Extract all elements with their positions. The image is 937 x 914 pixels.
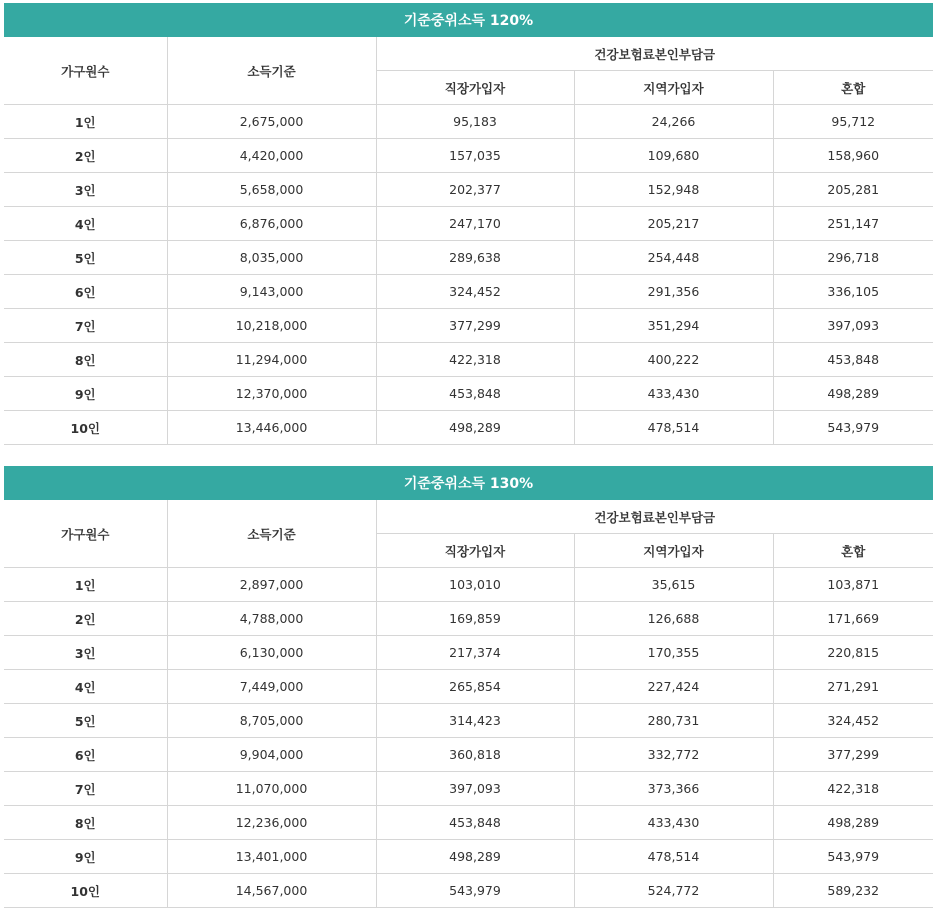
cell-mixed-premium: 171,669 bbox=[773, 602, 933, 636]
cell-regional-premium: 478,514 bbox=[574, 411, 773, 445]
col-header-regional: 지역가입자 bbox=[574, 71, 773, 105]
cell-regional-premium: 332,772 bbox=[574, 738, 773, 772]
table-row bbox=[4, 636, 933, 670]
cell-mixed-premium: 271,291 bbox=[773, 670, 933, 704]
premium-table bbox=[4, 500, 933, 908]
cell-income: 9,143,000 bbox=[167, 275, 376, 309]
cell-income: 13,401,000 bbox=[167, 840, 376, 874]
table-row bbox=[4, 275, 933, 309]
cell-regional-premium: 373,366 bbox=[574, 772, 773, 806]
cell-regional-premium: 126,688 bbox=[574, 602, 773, 636]
cell-income: 4,420,000 bbox=[167, 139, 376, 173]
cell-household-size: 7인 bbox=[4, 309, 167, 343]
col-header-employee: 직장가입자 bbox=[376, 71, 574, 105]
table-row bbox=[4, 309, 933, 343]
col-header-mixed: 혼합 bbox=[773, 534, 933, 568]
cell-employee-premium: 289,638 bbox=[376, 241, 574, 275]
cell-regional-premium: 400,222 bbox=[574, 343, 773, 377]
cell-income: 8,705,000 bbox=[167, 704, 376, 738]
cell-employee-premium: 314,423 bbox=[376, 704, 574, 738]
cell-household-size: 4인 bbox=[4, 207, 167, 241]
col-header-household: 가구원수 bbox=[4, 37, 167, 105]
cell-household-size: 2인 bbox=[4, 139, 167, 173]
cell-income: 11,070,000 bbox=[167, 772, 376, 806]
cell-mixed-premium: 422,318 bbox=[773, 772, 933, 806]
cell-household-size: 10인 bbox=[4, 874, 167, 908]
cell-mixed-premium: 377,299 bbox=[773, 738, 933, 772]
cell-employee-premium: 360,818 bbox=[376, 738, 574, 772]
cell-regional-premium: 524,772 bbox=[574, 874, 773, 908]
cell-employee-premium: 453,848 bbox=[376, 377, 574, 411]
cell-household-size: 9인 bbox=[4, 840, 167, 874]
table-row bbox=[4, 738, 933, 772]
table-row bbox=[4, 874, 933, 908]
col-header-mixed: 혼합 bbox=[773, 71, 933, 105]
cell-regional-premium: 109,680 bbox=[574, 139, 773, 173]
table-body bbox=[4, 568, 933, 908]
cell-employee-premium: 377,299 bbox=[376, 309, 574, 343]
cell-income: 12,236,000 bbox=[167, 806, 376, 840]
table-row bbox=[4, 377, 933, 411]
cell-regional-premium: 254,448 bbox=[574, 241, 773, 275]
cell-employee-premium: 157,035 bbox=[376, 139, 574, 173]
cell-employee-premium: 202,377 bbox=[376, 173, 574, 207]
cell-income: 12,370,000 bbox=[167, 377, 376, 411]
cell-income: 2,675,000 bbox=[167, 105, 376, 139]
table-row bbox=[4, 806, 933, 840]
col-header-income: 소득기준 bbox=[167, 37, 376, 105]
table-body bbox=[4, 105, 933, 445]
table-row bbox=[4, 411, 933, 445]
cell-mixed-premium: 453,848 bbox=[773, 343, 933, 377]
cell-regional-premium: 24,266 bbox=[574, 105, 773, 139]
cell-regional-premium: 35,615 bbox=[574, 568, 773, 602]
cell-regional-premium: 170,355 bbox=[574, 636, 773, 670]
cell-regional-premium: 291,356 bbox=[574, 275, 773, 309]
cell-income: 4,788,000 bbox=[167, 602, 376, 636]
cell-employee-premium: 324,452 bbox=[376, 275, 574, 309]
cell-mixed-premium: 251,147 bbox=[773, 207, 933, 241]
cell-income: 11,294,000 bbox=[167, 343, 376, 377]
cell-employee-premium: 397,093 bbox=[376, 772, 574, 806]
cell-employee-premium: 498,289 bbox=[376, 411, 574, 445]
premium-table bbox=[4, 37, 933, 445]
cell-mixed-premium: 336,105 bbox=[773, 275, 933, 309]
cell-household-size: 1인 bbox=[4, 105, 167, 139]
cell-employee-premium: 169,859 bbox=[376, 602, 574, 636]
cell-mixed-premium: 103,871 bbox=[773, 568, 933, 602]
table-row bbox=[4, 241, 933, 275]
cell-household-size: 2인 bbox=[4, 602, 167, 636]
cell-regional-premium: 280,731 bbox=[574, 704, 773, 738]
cell-household-size: 8인 bbox=[4, 806, 167, 840]
cell-regional-premium: 351,294 bbox=[574, 309, 773, 343]
cell-income: 7,449,000 bbox=[167, 670, 376, 704]
table-row bbox=[4, 105, 933, 139]
cell-regional-premium: 478,514 bbox=[574, 840, 773, 874]
cell-regional-premium: 227,424 bbox=[574, 670, 773, 704]
cell-regional-premium: 152,948 bbox=[574, 173, 773, 207]
table-row bbox=[4, 670, 933, 704]
table-row bbox=[4, 139, 933, 173]
cell-mixed-premium: 220,815 bbox=[773, 636, 933, 670]
col-header-income: 소득기준 bbox=[167, 500, 376, 568]
col-header-household: 가구원수 bbox=[4, 500, 167, 568]
income-table-120 bbox=[4, 3, 933, 445]
cell-income: 13,446,000 bbox=[167, 411, 376, 445]
income-table-130 bbox=[4, 466, 933, 908]
cell-income: 14,567,000 bbox=[167, 874, 376, 908]
table-row bbox=[4, 772, 933, 806]
col-header-regional: 지역가입자 bbox=[574, 534, 773, 568]
cell-household-size: 5인 bbox=[4, 241, 167, 275]
table-title: 기준중위소득 130% bbox=[4, 466, 933, 500]
cell-mixed-premium: 158,960 bbox=[773, 139, 933, 173]
cell-mixed-premium: 498,289 bbox=[773, 377, 933, 411]
cell-household-size: 7인 bbox=[4, 772, 167, 806]
col-header-employee: 직장가입자 bbox=[376, 534, 574, 568]
cell-income: 6,876,000 bbox=[167, 207, 376, 241]
cell-regional-premium: 433,430 bbox=[574, 377, 773, 411]
cell-employee-premium: 498,289 bbox=[376, 840, 574, 874]
table-row bbox=[4, 207, 933, 241]
cell-employee-premium: 422,318 bbox=[376, 343, 574, 377]
cell-employee-premium: 217,374 bbox=[376, 636, 574, 670]
cell-household-size: 8인 bbox=[4, 343, 167, 377]
cell-regional-premium: 433,430 bbox=[574, 806, 773, 840]
cell-mixed-premium: 589,232 bbox=[773, 874, 933, 908]
cell-mixed-premium: 205,281 bbox=[773, 173, 933, 207]
cell-mixed-premium: 324,452 bbox=[773, 704, 933, 738]
cell-household-size: 5인 bbox=[4, 704, 167, 738]
cell-income: 9,904,000 bbox=[167, 738, 376, 772]
cell-income: 6,130,000 bbox=[167, 636, 376, 670]
table-row bbox=[4, 840, 933, 874]
cell-household-size: 3인 bbox=[4, 173, 167, 207]
cell-household-size: 4인 bbox=[4, 670, 167, 704]
table-row bbox=[4, 602, 933, 636]
cell-household-size: 10인 bbox=[4, 411, 167, 445]
cell-mixed-premium: 498,289 bbox=[773, 806, 933, 840]
cell-employee-premium: 543,979 bbox=[376, 874, 574, 908]
cell-household-size: 6인 bbox=[4, 738, 167, 772]
cell-household-size: 6인 bbox=[4, 275, 167, 309]
cell-income: 8,035,000 bbox=[167, 241, 376, 275]
table-row bbox=[4, 343, 933, 377]
cell-employee-premium: 103,010 bbox=[376, 568, 574, 602]
cell-employee-premium: 247,170 bbox=[376, 207, 574, 241]
cell-household-size: 3인 bbox=[4, 636, 167, 670]
cell-employee-premium: 95,183 bbox=[376, 105, 574, 139]
cell-mixed-premium: 95,712 bbox=[773, 105, 933, 139]
col-header-premium-group: 건강보험료본인부담금 bbox=[376, 37, 933, 71]
cell-employee-premium: 265,854 bbox=[376, 670, 574, 704]
cell-employee-premium: 453,848 bbox=[376, 806, 574, 840]
cell-mixed-premium: 397,093 bbox=[773, 309, 933, 343]
cell-income: 5,658,000 bbox=[167, 173, 376, 207]
cell-income: 2,897,000 bbox=[167, 568, 376, 602]
cell-mixed-premium: 296,718 bbox=[773, 241, 933, 275]
cell-mixed-premium: 543,979 bbox=[773, 840, 933, 874]
cell-household-size: 9인 bbox=[4, 377, 167, 411]
table-row bbox=[4, 568, 933, 602]
table-row bbox=[4, 173, 933, 207]
col-header-premium-group: 건강보험료본인부담금 bbox=[376, 500, 933, 534]
cell-mixed-premium: 543,979 bbox=[773, 411, 933, 445]
cell-regional-premium: 205,217 bbox=[574, 207, 773, 241]
cell-household-size: 1인 bbox=[4, 568, 167, 602]
cell-income: 10,218,000 bbox=[167, 309, 376, 343]
table-title: 기준중위소득 120% bbox=[4, 3, 933, 37]
table-row bbox=[4, 704, 933, 738]
